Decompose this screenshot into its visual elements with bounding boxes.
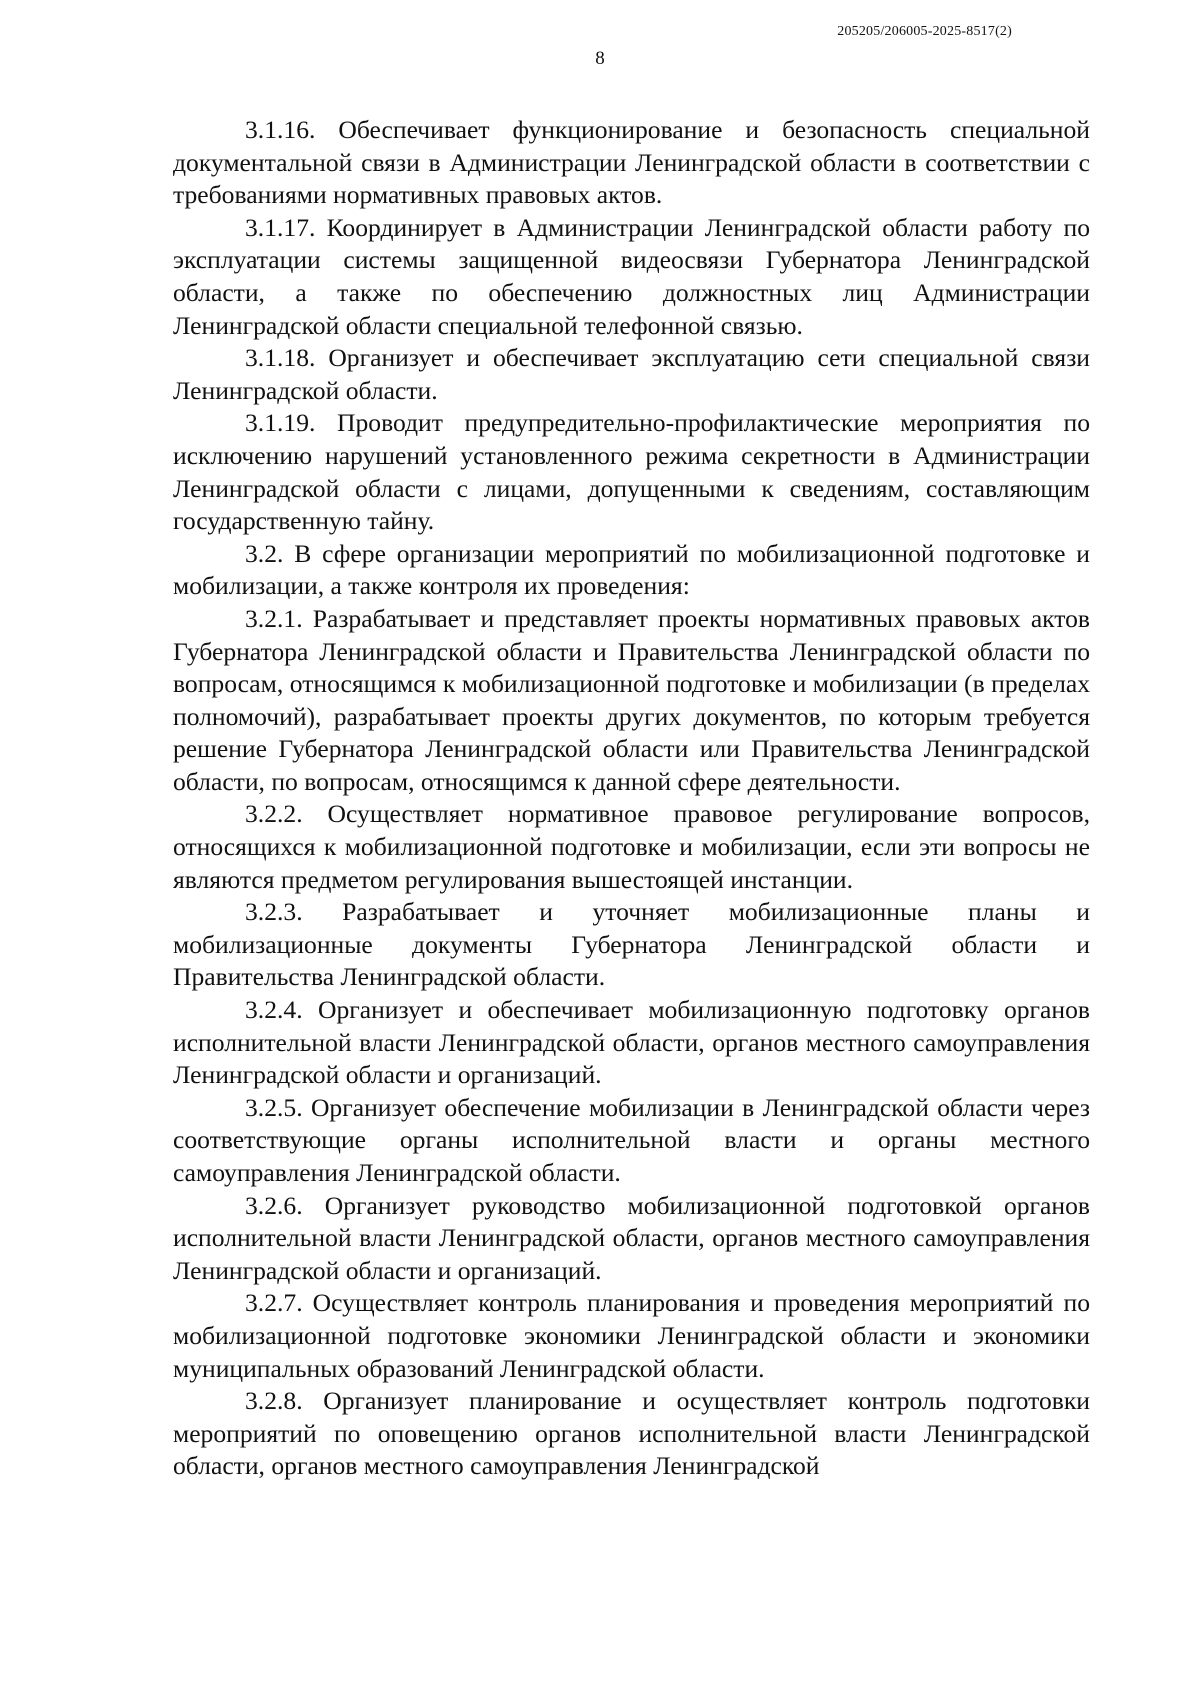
paragraph-3-2-6: 3.2.6. Организует руководство мобилизационной подготовкой органов исполнительной власти Ленинградской области, органов местного самоуправления Ленинградской области и организаций.: [173, 1190, 1090, 1285]
paragraph-3-2-1: 3.2.1. Разрабатывает и представляет проекты нормативных правовых актов Губернатора Ленинградской области и Правительства Ленинградской области по вопросам, относящимся к мобилизационной подготовке и мобилизации (в пределах полномочий), разрабатывает проекты других документов, по которым требуется решение Губернатора Ленинградской области или Правительства Ленинградской области, по вопросам, относящимся к данной сфере деятельности.: [173, 603, 1090, 796]
paragraph-3-2-4: 3.2.4. Организует и обеспечивает мобилизационную подготовку органов исполнительной власти Ленинградской области, органов местного самоуправления Ленинградской области и организаций.: [173, 995, 1090, 1090]
document-body: [173, 114, 1090, 1483]
paragraph-3-2-5: 3.2.5. Организует обеспечение мобилизации в Ленинградской области через соответствующие органы исполнительной власти и органы местного самоуправления Ленинградской области.: [173, 1092, 1090, 1187]
paragraph-3-2: 3.2. В сфере организации мероприятий по мобилизационной подготовке и мобилизации, а также контроля их проведения:: [173, 538, 1090, 601]
paragraph-3-1-16: 3.1.16. Обеспечивает функционирование и безопасность специальной документальной связи в Администрации Ленинградской области в соответствии с требованиями нормативных правовых актов.: [173, 115, 1090, 210]
paragraph-3-1-19: 3.1.19. Проводит предупредительно-профилактические мероприятия по исключению нарушений установленного режима секретности в Администрации Ленинградской области с лицами, допущенными к сведениям, составляющим государственную тайну.: [173, 408, 1090, 536]
paragraph-3-2-2: 3.2.2. Осуществляет нормативное правовое регулирование вопросов, относящихся к мобилизационной подготовке и мобилизации, если эти вопросы не являются предметом регулирования вышестоящей инстанции.: [173, 799, 1090, 894]
document-id: 205205/206005-2025-8517(2): [837, 24, 1012, 39]
paragraph-3-2-7: 3.2.7. Осуществляет контроль планирования и проведения мероприятий по мобилизационной подготовке экономики Ленинградской области и экономики муниципальных образований Ленинградской области.: [173, 1288, 1090, 1383]
paragraph-3-2-3: 3.2.3. Разрабатывает и уточняет мобилизационные планы и мобилизационные документы Губернатора Ленинградской области и Правительства Ленинградской области.: [173, 897, 1090, 992]
paragraph-3-2-8: 3.2.8. Организует планирование и осуществляет контроль подготовки мероприятий по оповещению органов исполнительной власти Ленинградской области, органов местного самоуправления Ленинградской: [173, 1386, 1090, 1481]
page-number: 8: [595, 48, 605, 69]
paragraph-3-1-17: 3.1.17. Координирует в Администрации Ленинградской области работу по эксплуатации системы защищенной видеосвязи Губернатора Ленинградской области, а также по обеспечению должностных лиц Администрации Ленинградской области специальной телефонной связью.: [173, 212, 1090, 340]
paragraph-3-1-18: 3.1.18. Организует и обеспечивает эксплуатацию сети специальной связи Ленинградской области.: [173, 343, 1090, 405]
